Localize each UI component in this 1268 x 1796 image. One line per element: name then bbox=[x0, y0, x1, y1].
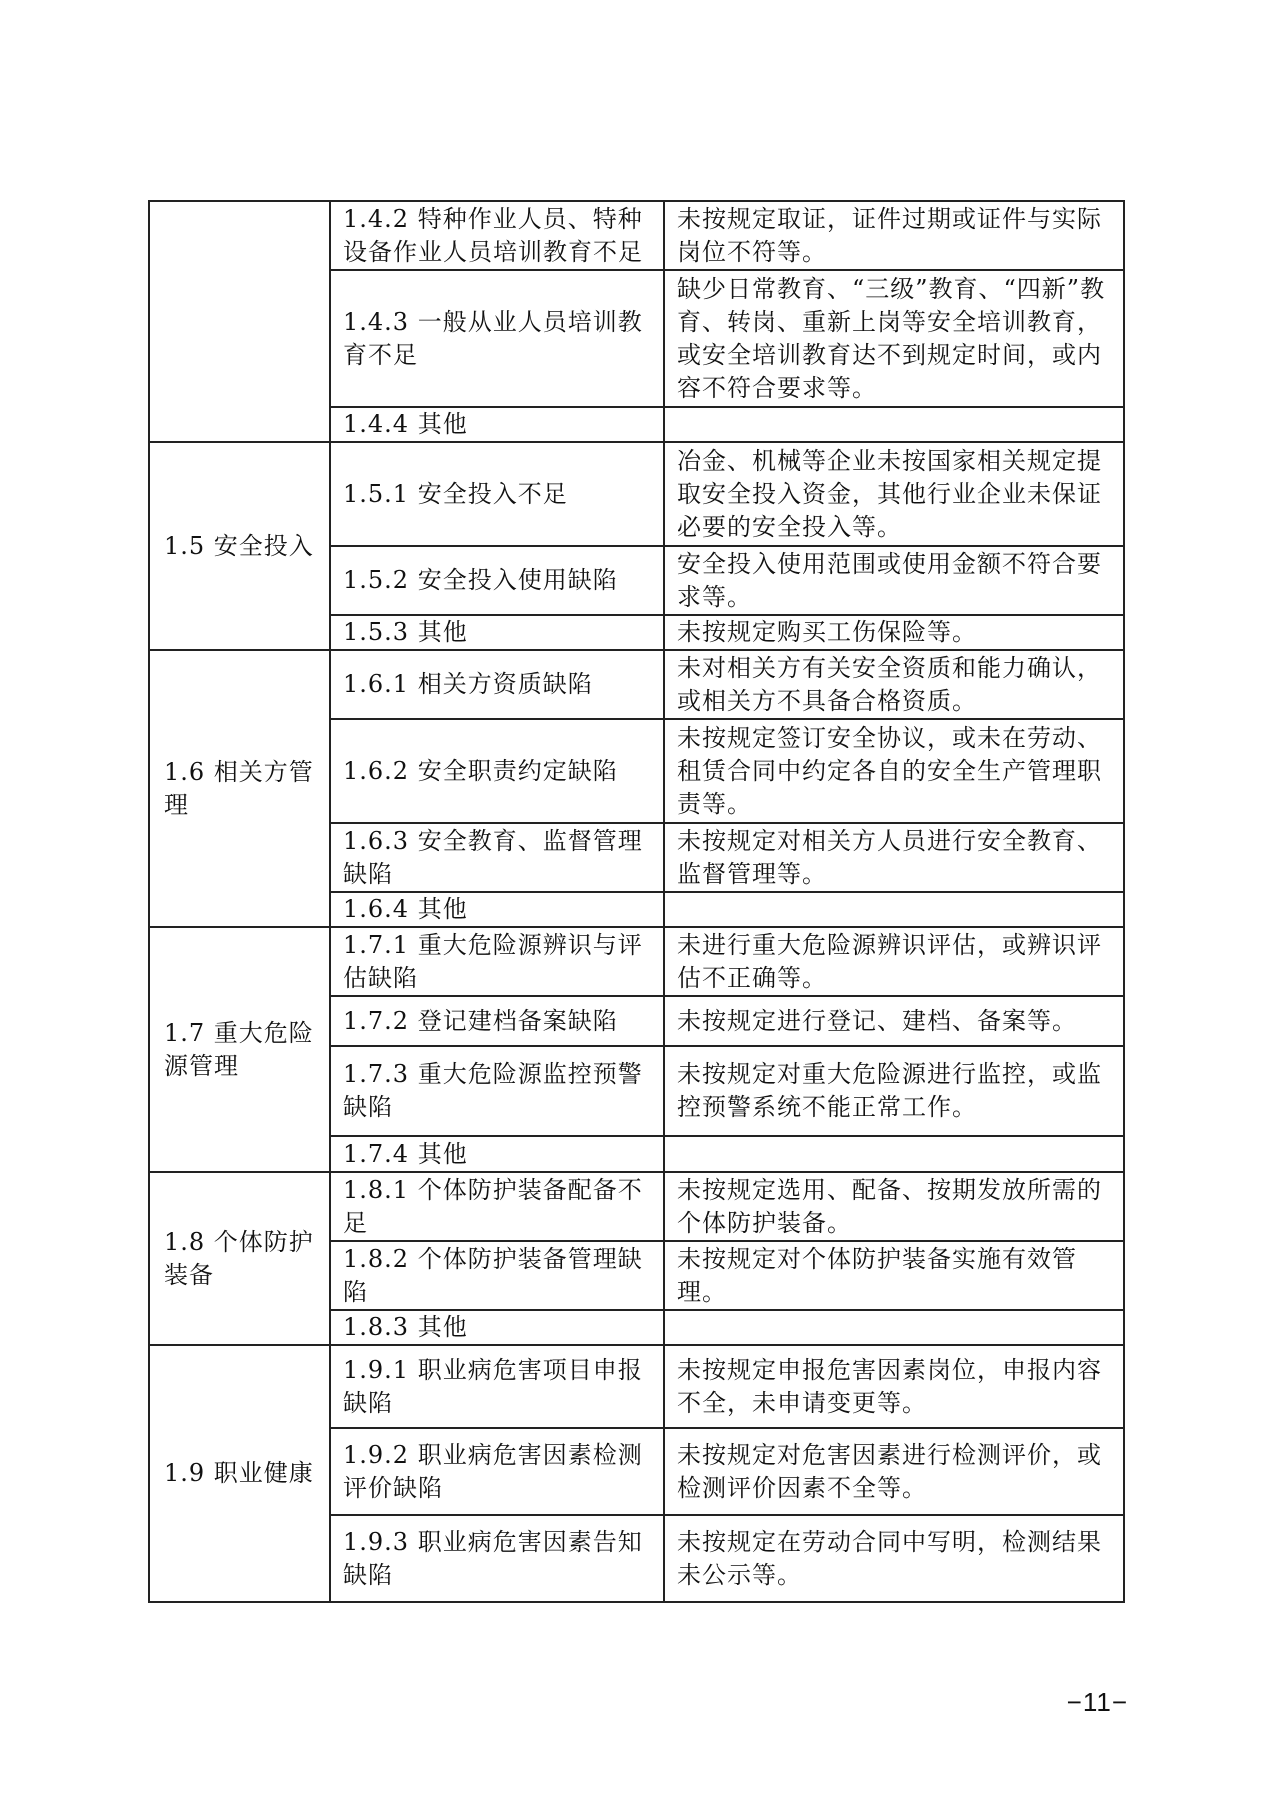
item-code-cell: 1.6.2 安全职责约定缺陷 bbox=[330, 719, 664, 823]
category-cell: 1.5 安全投入 bbox=[149, 442, 330, 650]
item-desc-cell bbox=[664, 892, 1124, 927]
hazard-classification-table bbox=[148, 200, 1125, 1603]
item-desc-cell: 未按规定对重大危险源进行监控，或监控预警系统不能正常工作。 bbox=[664, 1046, 1124, 1136]
table-row bbox=[149, 1172, 1124, 1241]
category-cell: 1.8 个体防护装备 bbox=[149, 1172, 330, 1345]
item-code-cell: 1.5.3 其他 bbox=[330, 615, 664, 650]
item-code-cell: 1.5.2 安全投入使用缺陷 bbox=[330, 546, 664, 615]
item-code-cell: 1.5.1 安全投入不足 bbox=[330, 442, 664, 546]
table-row bbox=[149, 1345, 1124, 1428]
item-code-cell: 1.4.4 其他 bbox=[330, 407, 664, 442]
category-cell: 1.7 重大危险源管理 bbox=[149, 927, 330, 1172]
item-code-cell: 1.9.1 职业病危害项目申报缺陷 bbox=[330, 1345, 664, 1428]
item-desc-cell: 未按规定在劳动合同中写明，检测结果未公示等。 bbox=[664, 1515, 1124, 1602]
item-desc-cell: 未进行重大危险源辨识评估，或辨识评估不正确等。 bbox=[664, 927, 1124, 996]
item-code-cell: 1.8.3 其他 bbox=[330, 1310, 664, 1345]
table-row bbox=[149, 650, 1124, 719]
item-desc-cell: 未对相关方有关安全资质和能力确认，或相关方不具备合格资质。 bbox=[664, 650, 1124, 719]
item-code-cell: 1.7.3 重大危险源监控预警缺陷 bbox=[330, 1046, 664, 1136]
item-desc-cell: 未按规定对危害因素进行检测评价，或检测评价因素不全等。 bbox=[664, 1428, 1124, 1515]
category-cell bbox=[149, 201, 330, 442]
item-desc-cell: 缺少日常教育、“三级”教育、“四新”教育、转岗、重新上岗等安全培训教育，或安全培训教育达不到规定时间，或内容不符合要求等。 bbox=[664, 270, 1124, 407]
item-desc-cell bbox=[664, 1136, 1124, 1172]
item-desc-cell: 未按规定选用、配备、按期发放所需的个体防护装备。 bbox=[664, 1172, 1124, 1241]
page-number: −11− bbox=[1066, 1687, 1128, 1717]
item-desc-cell bbox=[664, 1310, 1124, 1345]
table-row bbox=[149, 927, 1124, 996]
item-code-cell: 1.7.2 登记建档备案缺陷 bbox=[330, 996, 664, 1046]
item-desc-cell: 未按规定对个体防护装备实施有效管理。 bbox=[664, 1241, 1124, 1310]
item-desc-cell bbox=[664, 407, 1124, 442]
item-code-cell: 1.8.1 个体防护装备配备不足 bbox=[330, 1172, 664, 1241]
item-code-cell: 1.6.3 安全教育、监督管理缺陷 bbox=[330, 823, 664, 892]
item-code-cell: 1.7.1 重大危险源辨识与评估缺陷 bbox=[330, 927, 664, 996]
table-row bbox=[149, 442, 1124, 546]
item-desc-cell: 未按规定申报危害因素岗位，申报内容不全，未申请变更等。 bbox=[664, 1345, 1124, 1428]
item-desc-cell: 安全投入使用范围或使用金额不符合要求等。 bbox=[664, 546, 1124, 615]
item-code-cell: 1.6.4 其他 bbox=[330, 892, 664, 927]
category-cell: 1.9 职业健康 bbox=[149, 1345, 330, 1602]
item-code-cell: 1.4.3 一般从业人员培训教育不足 bbox=[330, 270, 664, 407]
item-desc-cell: 未按规定签订安全协议，或未在劳动、租赁合同中约定各自的安全生产管理职责等。 bbox=[664, 719, 1124, 823]
item-desc-cell: 未按规定进行登记、建档、备案等。 bbox=[664, 996, 1124, 1046]
item-desc-cell: 未按规定购买工伤保险等。 bbox=[664, 615, 1124, 650]
table-row bbox=[149, 201, 1124, 270]
item-code-cell: 1.8.2 个体防护装备管理缺陷 bbox=[330, 1241, 664, 1310]
category-cell: 1.6 相关方管理 bbox=[149, 650, 330, 927]
item-code-cell: 1.6.1 相关方资质缺陷 bbox=[330, 650, 664, 719]
item-code-cell: 1.9.3 职业病危害因素告知缺陷 bbox=[330, 1515, 664, 1602]
item-desc-cell: 冶金、机械等企业未按国家相关规定提取安全投入资金，其他行业企业未保证必要的安全投入等。 bbox=[664, 442, 1124, 546]
item-code-cell: 1.9.2 职业病危害因素检测评价缺陷 bbox=[330, 1428, 664, 1515]
item-desc-cell: 未按规定取证，证件过期或证件与实际岗位不符等。 bbox=[664, 201, 1124, 270]
item-desc-cell: 未按规定对相关方人员进行安全教育、监督管理等。 bbox=[664, 823, 1124, 892]
item-code-cell: 1.4.2 特种作业人员、特种设备作业人员培训教育不足 bbox=[330, 201, 664, 270]
item-code-cell: 1.7.4 其他 bbox=[330, 1136, 664, 1172]
